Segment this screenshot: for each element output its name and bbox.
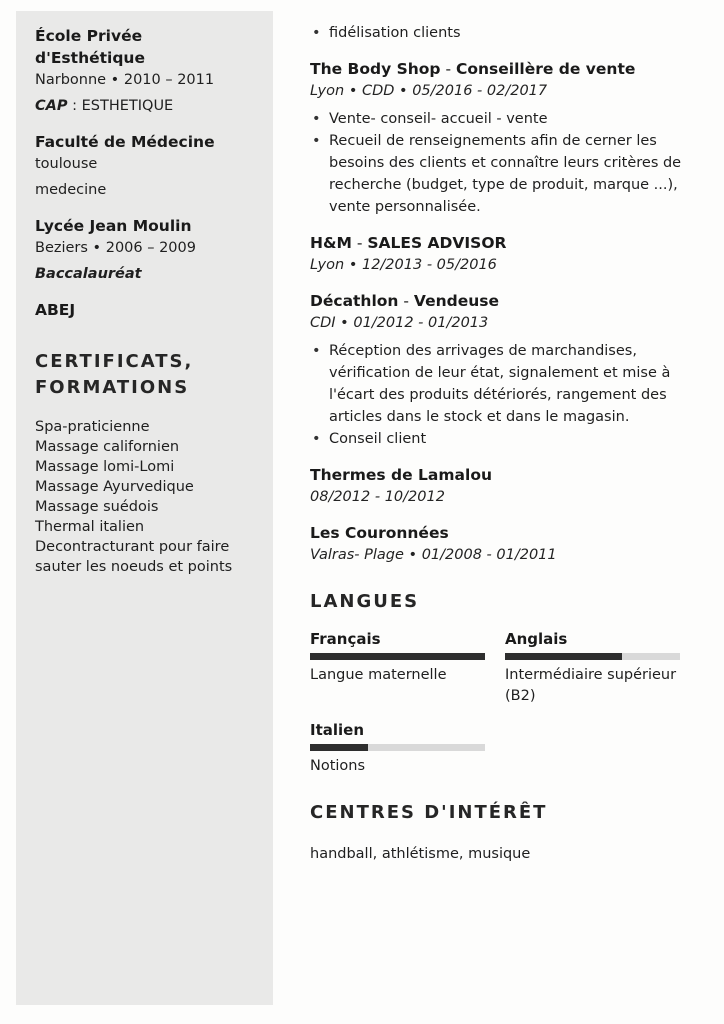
language-level-bar-track xyxy=(310,653,485,660)
job-role: Vendeuse xyxy=(413,292,499,310)
experience-meta: CDI • 01/2012 - 01/2013 xyxy=(310,315,489,331)
certificate-item: Spa-praticienne xyxy=(35,419,150,435)
experience-title xyxy=(310,232,702,254)
experience-entry xyxy=(310,464,702,508)
education-entry xyxy=(35,25,243,117)
school-location-dates: Narbonne • 2010 – 2011 xyxy=(35,72,215,88)
language-name: Français xyxy=(310,630,381,648)
language-name: Anglais xyxy=(505,630,568,648)
experience-bullet: • Conseil client xyxy=(310,428,702,450)
experience-title xyxy=(310,464,702,486)
experience-meta: Valras- Plage • 01/2008 - 01/2011 xyxy=(310,547,557,563)
experience-title xyxy=(310,290,702,312)
experience-carryover-bullets xyxy=(310,22,702,44)
certificate-item: Massage lomi-Lomi xyxy=(35,459,175,475)
language-level-bar-fill xyxy=(310,653,485,660)
certificate-item: Massage californien xyxy=(35,439,180,455)
languages-grid xyxy=(310,628,702,777)
certificate-item: Decontracturant pour faire sauter les noeuds et points xyxy=(35,539,233,575)
school-name: Lycée Jean Moulin xyxy=(35,217,192,235)
interests-section-heading: CENTRES D'INTÉRÊT xyxy=(310,802,548,823)
experience-entry xyxy=(310,290,702,450)
language-level-bar-track xyxy=(310,744,485,751)
certificate-item: Massage suédois xyxy=(35,499,159,515)
study-field: medecine xyxy=(35,182,107,198)
experience-entry xyxy=(310,58,702,218)
language-level-label: Langue maternelle xyxy=(310,667,447,683)
experience-entry xyxy=(310,522,702,566)
language-entry xyxy=(505,628,680,707)
title-separator: - xyxy=(440,60,456,78)
experience-bullet: • fidélisation clients xyxy=(310,22,702,44)
language-level-bar-fill xyxy=(310,744,368,751)
experience-entry xyxy=(310,232,702,276)
degree-line xyxy=(35,95,243,117)
language-name: Italien xyxy=(310,721,365,739)
experience-title xyxy=(310,58,702,80)
degree-label: CAP xyxy=(35,98,68,114)
education-entry xyxy=(35,299,243,321)
experience-bullet: • Réception des arrivages de marchandises, vérification de leur état, signalement et mise à l'écart des produits détériorés, rangement des articles dans le stock et dans le magasin. xyxy=(310,340,702,428)
languages-section-heading: LANGUES xyxy=(310,591,420,612)
sidebar-education-column xyxy=(16,11,273,1005)
certificate-item: Thermal italien xyxy=(35,519,145,535)
education-entry xyxy=(35,215,243,285)
language-level-bar-fill xyxy=(505,653,622,660)
experience-meta: Lyon • 12/2013 - 05/2016 xyxy=(310,257,497,273)
language-level-label: Notions xyxy=(310,758,366,774)
main-content-column xyxy=(310,14,702,865)
experience-bullet-list xyxy=(310,340,702,450)
experience-meta: 08/2012 - 10/2012 xyxy=(310,489,445,505)
certificate-item: Massage Ayurvedique xyxy=(35,479,194,495)
certificates-list xyxy=(35,417,243,577)
experience-title xyxy=(310,522,702,544)
experience-bullet-list xyxy=(310,108,702,218)
school-location: toulouse xyxy=(35,156,98,172)
language-entry xyxy=(310,628,485,707)
title-separator: - xyxy=(398,292,414,310)
company-name: Décathlon xyxy=(310,292,399,310)
language-level-bar-track xyxy=(505,653,680,660)
school-name: Faculté de Médecine xyxy=(35,133,215,151)
certificates-section-heading: CERTIFICATS, FORMATIONS xyxy=(35,351,194,398)
school-location-dates: Beziers • 2006 – 2009 xyxy=(35,240,196,256)
job-role: Conseillère de vente xyxy=(455,60,636,78)
interests-list-text: handball, athlétisme, musique xyxy=(310,846,531,862)
experience-bullet: • Vente- conseil- accueil - vente xyxy=(310,108,702,130)
company-name: Les Couronnées xyxy=(310,524,449,542)
company-name: The Body Shop xyxy=(310,60,441,78)
experience-meta: Lyon • CDD • 05/2016 - 02/2017 xyxy=(310,83,548,99)
school-name: ABEJ xyxy=(35,301,76,319)
experience-bullet: • Recueil de renseignements afin de cerner les besoins des clients et connaître leurs critères de recherche (budget, type de produit, marque ...), vente personnalisée. xyxy=(310,130,702,218)
language-entry xyxy=(310,719,485,777)
degree-name: Baccalauréat xyxy=(35,266,142,282)
company-name: Thermes de Lamalou xyxy=(310,466,492,484)
degree-value: : ESTHETIQUE xyxy=(67,98,174,114)
title-separator: - xyxy=(351,234,368,252)
school-name: École Privée d'Esthétique xyxy=(35,27,145,67)
job-role: SALES ADVISOR xyxy=(367,234,507,252)
company-name: H&M xyxy=(310,234,352,252)
education-entry xyxy=(35,131,243,201)
language-level-label: Intermédiaire supérieur (B2) xyxy=(505,667,677,704)
